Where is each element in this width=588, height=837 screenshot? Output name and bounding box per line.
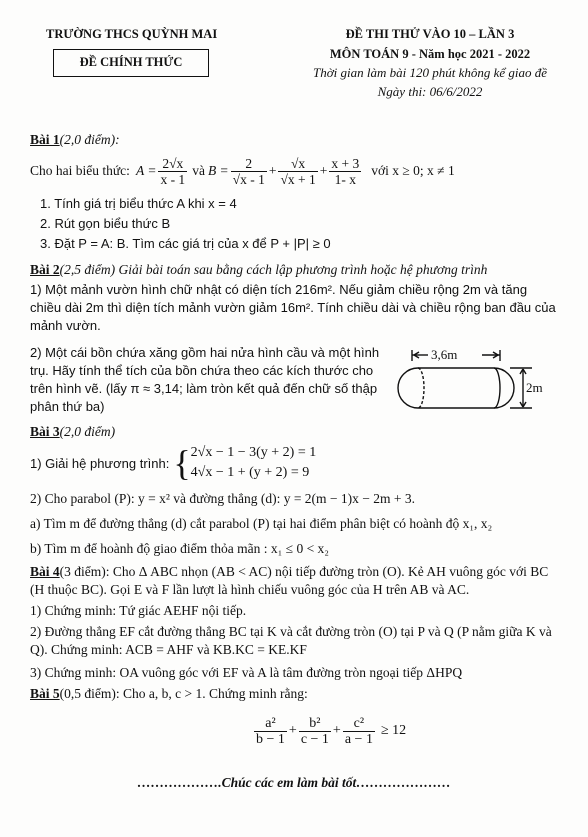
official-box: ĐỀ CHÍNH THỨC	[53, 49, 209, 77]
b-label: B =	[207, 163, 229, 178]
bai1-q3: 3. Đặt P = A: B. Tìm các giá trị của x để P + |P| ≥ 0	[40, 236, 331, 251]
bai4-q3: 3) Chứng minh: OA vuông góc với EF và A là tâm đường tròn ngoại tiếp ΔHPQ	[30, 665, 463, 680]
subject-line: MÔN TOÁN 9 - Năm học 2021 - 2022	[329, 47, 531, 61]
bai5-heading: Bài 5(0,5 điểm): Cho a, b, c > 1. Chứng minh rằng:	[30, 686, 308, 701]
bai1-heading: Bài 1(2,0 điểm):	[30, 132, 120, 147]
date-line: Ngày thi: 06/6/2022	[377, 84, 483, 99]
bai4-q1: 1) Chứng minh: Tứ giác AEHF nội tiếp.	[30, 603, 247, 618]
tank-figure	[390, 342, 560, 416]
bai4-q2: 2) Đường thẳng EF cắt đường thẳng BC tại K và cắt đường tròn (O) tại P và Q (P nằm giữa K và Q). Chứng minh: ACB = AHF và KB.KC = KE.KF	[30, 624, 552, 657]
tank-right-seam	[494, 368, 500, 408]
tank-right-hemisphere	[494, 368, 514, 408]
bai3-qa: a) Tìm m để đường thẳng (d) cắt parabol (P) tại hai điểm phân biệt có hoành độ x₁, x₂	[30, 516, 493, 531]
bai1-expressions: Cho hai biểu thức: A = $\frac{2√x}{x - 1}$ và B = $\frac{2}{√x - 1}$ + $\frac{√x}{√x + 1}$ + $\frac{x + 3}{1- x}$ với x ≥ 0; x ≠ 1	[30, 155, 455, 187]
bai2-p2: 2) Một cái bồn chứa xăng gồm hai nửa hình cầu và một hình trụ. Hãy tính thể tích của bồn chứa theo các kích thước cho trên hình vẽ. (lấy π ≈ 3,14; làm tròn kết quả đến chữ số thập phân thứ ba)	[30, 345, 380, 414]
term-2: $\frac{\text{b²}}{c - 1}$	[300, 715, 329, 747]
inequality-rhs: ≥ 12	[380, 723, 407, 738]
bai2-heading: Bài 2(2,5 điểm) Giải bài toán sau bằng cách lập phương trình hoặc hệ phương trình	[30, 262, 488, 277]
term-3: $\frac{\text{c²}}{a - 1}$	[344, 715, 373, 747]
footer-wish: ……………….Chúc các em làm bài tốt…………………	[137, 775, 451, 790]
b-fraction-3: $\frac{x + 3}{1- x}$	[331, 155, 360, 187]
and-word: và	[192, 163, 205, 178]
a-fraction: $\frac{2√x}{x - 1}$	[160, 155, 186, 187]
bai4-intro: (3 điểm): Cho Δ ABC nhọn (AB < AC) nội tiếp đường tròn (O). Kẻ AH vuông góc với BC (H thuộc BC). Gọi E và F lần lượt là hình chiếu vuông góc của H trên AB và AC.	[30, 564, 549, 597]
tank-length-label: 3,6m	[431, 347, 458, 362]
bai5-inequality: $\frac{\text{a²}}{b - 1}$ + $\frac{\text{b²}}{c - 1}$ + $\frac{\text{c²}}{a - 1}$ ≥ 12	[256, 715, 407, 747]
bai4-intro-block	[30, 563, 558, 599]
bai4-title: Bài 4	[30, 564, 60, 579]
condition: với x ≥ 0; x ≠ 1	[371, 163, 455, 178]
bai2-p1: 1) Một mảnh vườn hình chữ nhật có diện tích 216m². Nếu giảm chiều rộng 2m và tăng chiều dài 2m thì diện tích mảnh vườn giảm 16m². Tính chiều dài và chiều rộng ban đầu của mảnh vườn.	[30, 282, 556, 333]
system-brace: {	[173, 443, 191, 483]
time-line: Thời gian làm bài 120 phút không kể giao đề	[312, 65, 548, 80]
tank-left-seam	[418, 368, 424, 408]
b-fraction-2: $\frac{√x}{√x + 1}$	[280, 155, 316, 187]
bai1-q2: 2. Rút gọn biểu thức B	[40, 216, 171, 231]
equation-1: 2√x − 1 − 3(y + 2) = 1	[190, 445, 317, 460]
a-label: A =	[135, 163, 157, 178]
bai3-system	[30, 441, 316, 485]
bai1-intro: Cho hai biểu thức:	[30, 163, 130, 178]
bai3-q1-intro: 1) Giải hệ phương trình:	[30, 455, 170, 471]
equation-2: 4√x − 1 + (y + 2) = 9	[190, 465, 310, 480]
bai3-q2: 2) Cho parabol (P): y = x² và đường thẳng (d): y = 2(m − 1)x − 2m + 3.	[30, 491, 416, 506]
exam-title: ĐỀ THI THỬ VÀO 10 – LẦN 3	[345, 27, 515, 41]
bai3-heading: Bài 3(2,0 điểm)	[30, 424, 116, 439]
tank-left-hemisphere	[398, 368, 418, 408]
school-name: TRƯỜNG THCS QUỲNH MAI	[46, 27, 218, 41]
bai1-q1: 1. Tính giá trị biểu thức A khi x = 4	[40, 196, 237, 211]
bai3-qb: b) Tìm m để hoành độ giao điểm thỏa mãn : x₁ ≤ 0 < x₂	[30, 541, 330, 556]
tank-diameter-label: 2m	[526, 380, 543, 395]
b-fraction-1: $\frac{2}{√x - 1}$	[232, 155, 265, 187]
term-1: $\frac{\text{a²}}{b - 1}$	[256, 715, 285, 747]
system-equations	[191, 443, 317, 483]
